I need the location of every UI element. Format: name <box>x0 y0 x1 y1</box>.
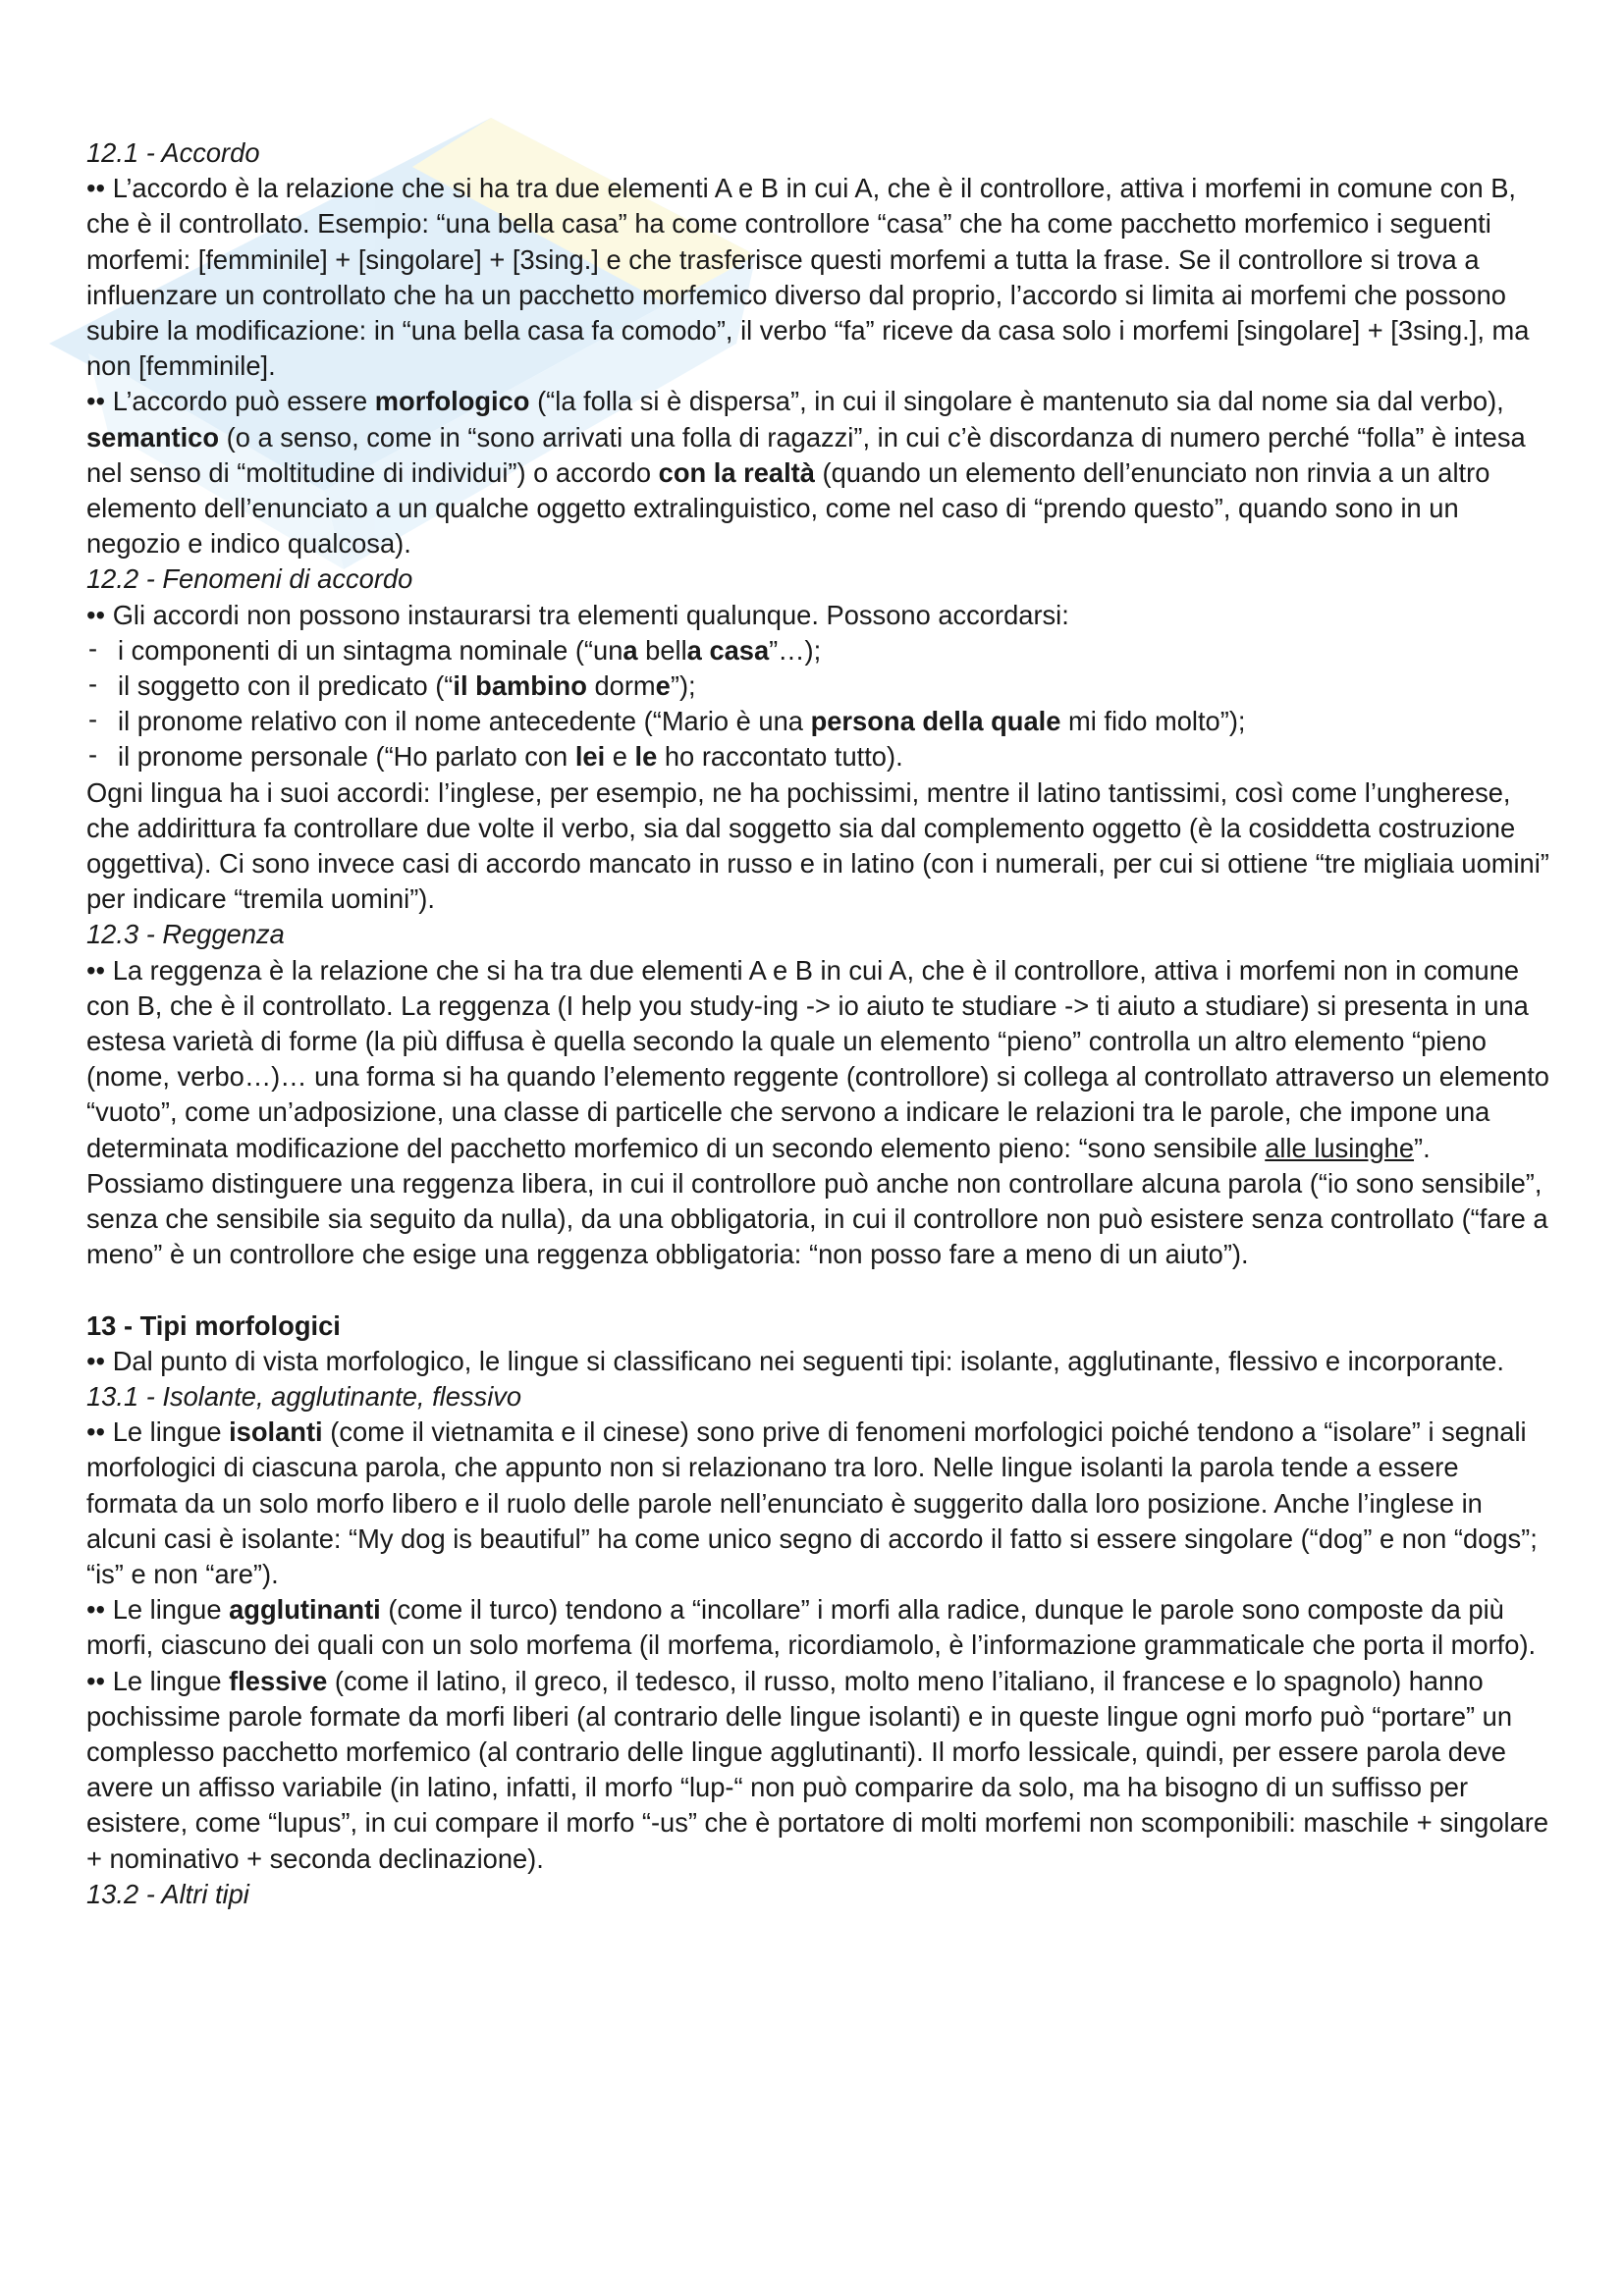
paragraph-reggenza-definition: •• La reggenza è la relazione che si ha tra due elementi A e B in cui A, che è il controllore, attiva i morfemi non in comune con B, che è il controllato. La reggenza (I help you study-ing -> io aiuto te studiare -> ti aiuto a studiare) si presenta in una estesa varietà di forme (la più diffusa è quella secondo la quale un elemento “pieno” controlla un altro elemento “pieno (nome, verbo…)… una forma si ha quando l’elemento reggente (controllore) si collega al controllato attraverso un elemento “vuoto”, come un’adposizione, una classe di particelle che servono a indicare le relazioni tra le parole, che impone una determinata modificazione del pacchetto morfemico di un secondo elemento pieno: “sono sensibile alle lusinghe”. <box>86 954 1549 1163</box>
document-body <box>86 135 1549 1912</box>
list-item: - il pronome relativo con il nome antecedente (“Mario è una persona della quale mi fido molto”); <box>86 704 1549 739</box>
paragraph-flessive: •• Le lingue flessive (come il latino, il greco, il tedesco, il russo, molto meno l’italiano, il francese e lo spagnolo) hanno pochissime parole formate da morfi liberi (al contrario delle lingue isolanti) e in queste lingue ogni morfo può “portare” un complesso pacchetto morfemico (al contrario delle lingue agglutinanti). Il morfo lessicale, quindi, per essere parola deve avere un affisso variabile (in latino, infatti, il morfo “lup-“ non può comparire da solo, ma ha bisogno di un suffisso per esistere, come “lupus”, in cui compare il morfo “-us” che è portatore di molti morfemi non scomponibili: maschile + singolare + nominativo + seconda declinazione). <box>86 1665 1549 1874</box>
paragraph-agglutinanti: •• Le lingue agglutinanti (come il turco) tendono a “incollare” i morfi alla radice, dunque le parole sono composte da più morfi, ciascuno dei quali con un solo morfema (il morfema, ricordiamolo, è l’informazione grammaticale che porta il morfo). <box>86 1594 1537 1661</box>
paragraph-tipi-intro: •• Dal punto di vista morfologico, le lingue si classificano nei seguenti tipi: isolante, agglutinante, flessivo e incorporante. <box>86 1345 1504 1376</box>
list-item: - il pronome personale (“Ho parlato con lei e le ho raccontato tutto). <box>86 739 1549 774</box>
subsection-heading-12-3: 12.3 - Reggenza <box>86 919 285 950</box>
subsection-heading-12-2: 12.2 - Fenomeni di accordo <box>86 563 413 595</box>
list-item: - il soggetto con il predicato (“il bambino dorme”); <box>86 668 1549 704</box>
paragraph-lingue-accordi: Ogni lingua ha i suoi accordi: l’inglese, per esempio, ne ha pochissimi, mentre il latino tantissimi, così come l’ungherese, che addirittura fa controllare due volte il verbo, sia dal soggetto sia dal complemento oggetto (è la cosiddetta costruzione oggettiva). Ci sono invece casi di accordo mancato in russo e in latino (con i numerali, per cui si ottiene “tre migliaia uomini” per indicare “tremila uomini”). <box>86 776 1549 915</box>
section-heading-13: 13 - Tipi morfologici <box>86 1309 341 1341</box>
paragraph-reggenza-types: Possiamo distinguere una reggenza libera, in cui il controllore può anche non controllare alcuna parola (“io sono sensibile”, senza che sensibile sia seguito da nulla), da una obbligatoria, in cui il controllore non può esistere senza controllato (“fare a meno” è un controllore che esige una reggenza obbligatoria: “non posso fare a meno di un aiuto”). <box>86 1167 1548 1270</box>
subsection-heading-12-1: 12.1 - Accordo <box>86 137 260 168</box>
paragraph-isolanti: •• Le lingue isolanti (come il vietnamita e il cinese) sono prive di fenomeni morfologici poiché tendono a “isolare” i segnali morfologici di ciascuna parola, che appunto non si relazionano tra loro. Nelle lingue isolanti la parola tende a essere formata da un solo morfo libero e il ruolo delle parole nell’enunciato è suggerito dalla loro posizione. Anche l’inglese in alcuni casi è isolante: “My dog is beautiful” ha come unico segno di accordo il fatto si essere singolare (“dog” e non “dogs”; “is” e non “are”). <box>86 1416 1538 1589</box>
paragraph-accordo-types: •• L’accordo può essere morfologico (“la folla si è dispersa”, in cui il singolare è mantenuto sia dal nome sia dal verbo), semantico (o a senso, come in “sono arrivati una folla di ragazzi”, in cui c’è discordanza di numero perché “folla” è intesa nel senso di “moltitudine di individui”) o accordo con la realtà (quando un elemento dell’enunciato non rinvia a un altro elemento dell’enunciato a un qualche oggetto extralinguistico, come nel caso di “prendo questo”, quando sono in un negozio e indico qualcosa). <box>86 386 1526 560</box>
paragraph-accordo-definition: •• L’accordo è la relazione che si ha tra due elementi A e B in cui A, che è il controllore, attiva i morfemi in comune con B, che è il controllato. Esempio: “una bella casa” ha come controllore “casa” che ha come pacchetto morfemico i seguenti morfemi: [femminile] + [singolare] + [3sing.] e che trasferisce questi morfemi a tutta la frase. Se il controllore si trova a influenzare un controllato che ha un pacchetto morfemico diverso dal proprio, l’accordo si limita ai morfemi che possono subire la modificazione: in “una bella casa fa comodo”, il verbo “fa” riceve da casa solo i morfemi [singolare] + [3sing.], ma non [femminile]. <box>86 173 1530 382</box>
list-item: - i componenti di un sintagma nominale (“una bella casa”…); <box>86 633 1549 668</box>
subsection-heading-13-1: 13.1 - Isolante, agglutinante, flessivo <box>86 1380 522 1412</box>
subsection-heading-13-2: 13.2 - Altri tipi <box>86 1878 249 1909</box>
paragraph-fenomeni-intro: •• Gli accordi non possono instaurarsi tra elementi qualunque. Possono accordarsi: <box>86 599 1069 630</box>
